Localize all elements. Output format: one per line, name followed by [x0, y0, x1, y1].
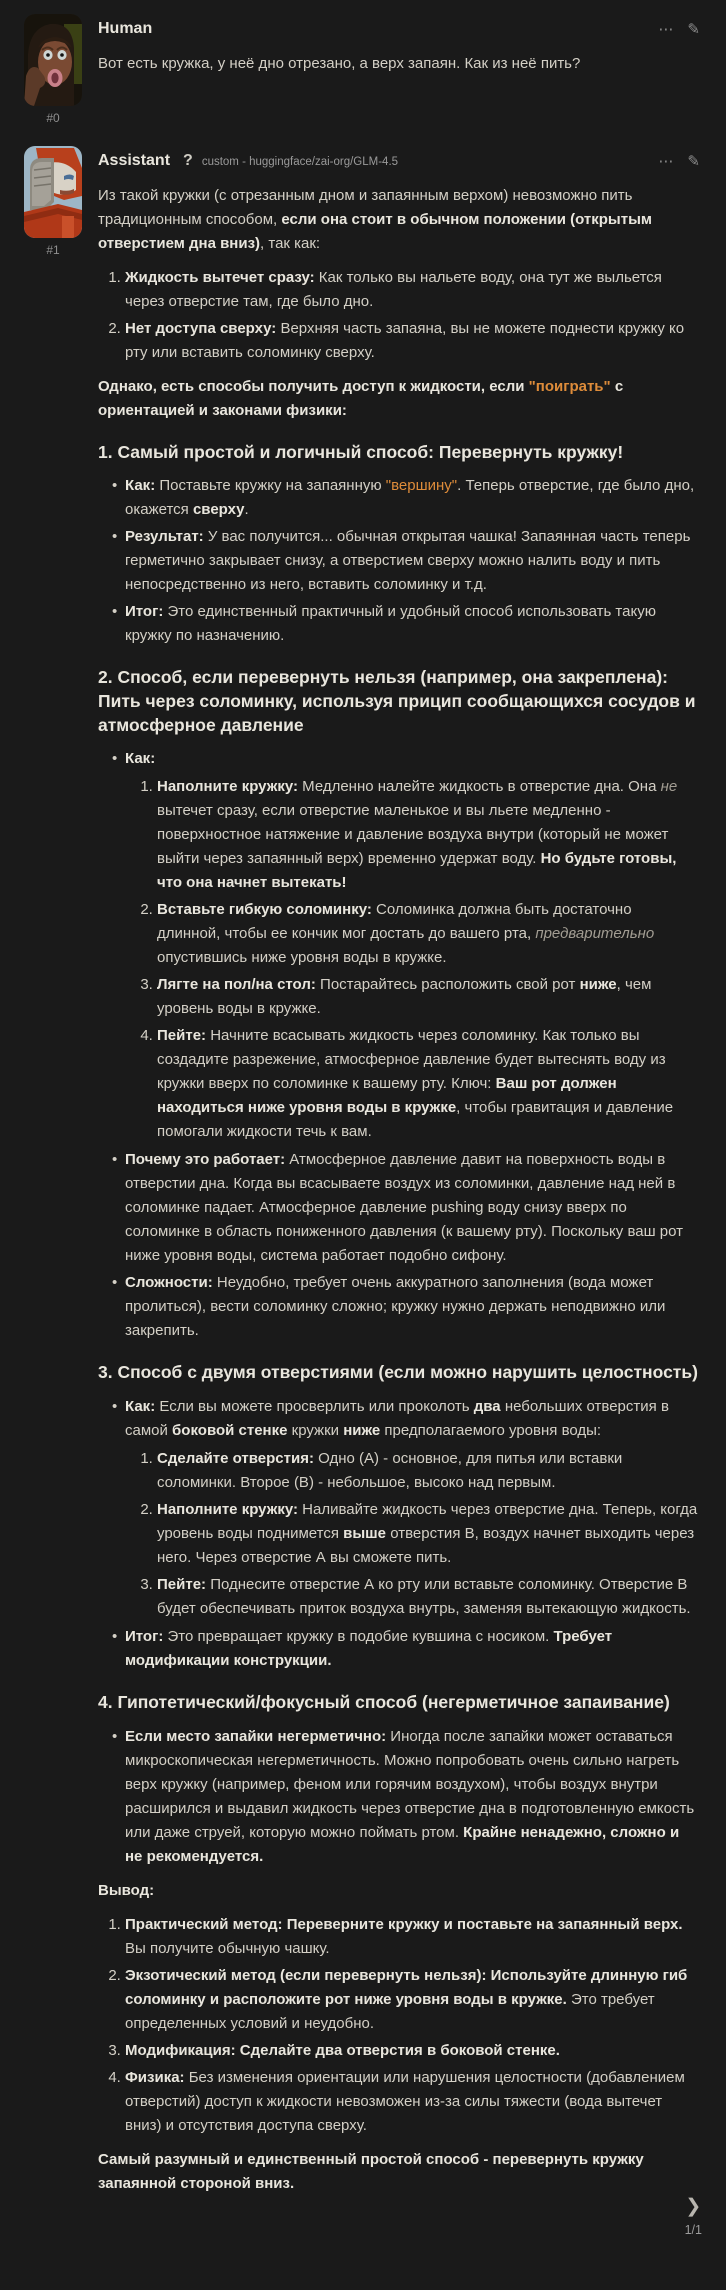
list-item: • Если место запайки негерметично: Иногда после запайки может оставаться микроскопическая негерметичность. Можно попробовать очень сильно нагреть верх кружку (например, феном или горячим воздухом), чтобы воздух внутри расширился и выдавил жидкость через отверстие дна в подготовленную емкость или даже струей, которую можно поймать ртом. Крайне ненадежно, сложно и не рекомендуется. [125, 1725, 698, 1869]
list-item: 1. Практический метод: Переверните кружку и поставьте на запаянный верх. Вы получите обычную чашку. [125, 1913, 698, 1961]
list-item: • Как: 1. Наполните кружку: Медленно налейте жидкость в отверстие дна. Она не вытечет сразу, если отверстие маленькое и вы льете медленно - поверхностное натяжение и давление воздуха внутри (который не может выйти через запаянный верх) временно удержат воду. Но будьте готовы, что она начнет вытекать! 2. Вставьте гибкую соломинку: Соломинка должна быть достаточно длинной, чтобы ее кончик мог достать до вашего рта, предварительно опустившись ниже уровня воды в кружке. 3. Лягте на пол/на стол: Постарайтесь расположить свой рот ниже, чем уровень воды в кружке. 4. Пейте: Начните всасывать жидкость через соломинку. Как только вы создадите разрежение, атмосферное давление будет вытеснять воду из кружки вверх по соломинке к вашему рту. Ключ: Ваш рот должен находиться ниже уровня воды в кружке, чтобы гравитация и давление помогали жидкости течь к вам. [125, 747, 698, 1144]
message-assistant [0, 132, 726, 2265]
bulleted-list [98, 1725, 698, 1869]
section-heading: 3. Способ с двумя отверстиями (если можно нарушить целостность) [98, 1362, 698, 1383]
list-item: 2. Экзотический метод (если перевернуть нельзя): Используйте длинную гиб соломинку и расположите рот ниже уровня воды в кружке. Это требует определенных условий и неудобно. [125, 1964, 698, 2036]
paragraph: Вывод: [98, 1881, 155, 1899]
chimp-avatar-image [24, 14, 82, 106]
bulleted-list [98, 747, 698, 1343]
list-item: • Почему это работает: Атмосферное давление давит на поверхность воды в отверстии дна. Когда вы всасываете воздух из соломинки, давление над ней в соломинке падает. Атмосферное давление pushing воду снизу вверх по соломинке в область пониженного давления (к вашему рту). Поскольку ваш рот ниже уровня воды, система работает подобно сифону. [125, 1148, 698, 1268]
quoted-text: "поиграть" [528, 377, 611, 395]
list-item: 2. Наполните кружку: Наливайте жидкость через отверстие дна. Теперь, когда уровень воды поднимется выше отверстия В, воздух начнет выходить через него. Через отверстие А вы сможете пить. [157, 1498, 698, 1570]
list-item: 3. Пейте: Поднесите отверстие А ко рту или вставьте соломинку. Отверстие В будет обеспечивать приток воздуха внутрь, заменяя вытекающую жидкость. [157, 1573, 698, 1621]
list-item: 3. Модификация: Сделайте два отверстия в боковой стенке. [125, 2039, 698, 2063]
author-name: Human [98, 20, 153, 37]
numbered-list [98, 266, 698, 365]
numbered-list [98, 1913, 698, 2138]
robot-avatar-image [24, 146, 82, 238]
list-item: 1. Наполните кружку: Медленно налейте жидкость в отверстие дна. Она не вытечет сразу, если отверстие маленькое и вы льете медленно - поверхностное натяжение и давление воздуха внутри (который не может выйти через запаянный верх) временно удержат воду. Но будьте готовы, что она начнет вытекать! [157, 775, 698, 895]
section-heading: 4. Гипотетический/фокусный способ (негерметичное запаивание) [98, 1691, 670, 1712]
section-heading: 2. Способ, если перевернуть нельзя (например, она закреплена): Пить через соломинку, используя прицип сообщающихся сосудов и атмосферное давление [98, 667, 696, 735]
message-options-icon[interactable]: ⋯ [658, 21, 675, 38]
edit-message-icon[interactable]: ✎ [687, 21, 700, 38]
list-item: • Сложности: Неудобно, требует очень аккуратного заполнения (вода может пролиться), вести соломинку сложно; кружку нужно держать неподвижно или закрепить. [125, 1271, 698, 1343]
model-name-label: custom - huggingface/zai-org/GLM-4.5 [201, 156, 399, 169]
human-avatar[interactable] [24, 14, 82, 106]
list-item: 3. Лягте на пол/на стол: Постарайтесь расположить свой рот ниже, чем уровень воды в кружке. [157, 973, 698, 1021]
list-item: 1. Сделайте отверстия: Одно (А) - основное, для питья или вставки соломинки. Второе (В) - небольшое, высоко над первым. [157, 1447, 698, 1495]
list-item: 1. Жидкость вытечет сразу: Как только вы нальете воду, она тут же выльется через отверстие там, где было дно. [125, 266, 698, 314]
swipe-right-icon[interactable]: ❯ [685, 2195, 702, 2217]
numbered-list [125, 775, 698, 1144]
bulleted-list [98, 474, 698, 648]
list-item: • Как: Поставьте кружку на запаянную "вершину". Теперь отверстие, где было дно, окажется сверху. [125, 474, 698, 522]
message-id-label: #1 [46, 243, 60, 258]
list-item: • Результат: У вас получится... обычная открытая чашка! Запаянная часть теперь герметично закрывает снизу, а отверстием сверху можно налить воду и пить непосредственно из него, вставить соломинку и т.д. [125, 525, 698, 597]
list-item: • Как: Если вы можете просверлить или проколоть два небольших отверстия в самой боковой стенке кружки ниже предполагаемого уровня воды: 1. Сделайте отверстия: Одно (А) - основное, для питья или вставки соломинки. Второе (В) - небольшое, высоко над первым. 2. Наполните кружку: Наливайте жидкость через отверстие дна. Теперь, когда уровень воды поднимется выше отверстия В, воздух начнет выходить через него. Через отверстие А вы сможете пить. 3. Пейте: Поднесите отверстие А ко рту или вставьте соломинку. Отверстие В будет обеспечивать приток воздуха внутрь, заменяя вытекающую жидкость. [125, 1395, 698, 1621]
quoted-text: "вершину" [385, 477, 458, 495]
message-human [0, 0, 726, 132]
numbered-list [125, 1447, 698, 1621]
human-message-text: Вот есть кружка, у неё дно отрезано, а верх запаян. Как из неё пить? [98, 54, 581, 72]
list-item: 2. Вставьте гибкую соломинку: Соломинка должна быть достаточно длинной, чтобы ее кончик мог достать до вашего рта, предварительно опустившись ниже уровня воды в кружке. [157, 898, 698, 970]
paragraph: Самый разумный и единственный простой способ - перевернуть кружку запаянной стороной вниз. [98, 2150, 644, 2192]
assistant-message-text [98, 184, 698, 2196]
assistant-avatar[interactable] [24, 146, 82, 238]
list-item: 2. Нет доступа сверху: Верхняя часть запаяна, вы не можете поднести кружку ко рту или вставить соломинку сверху. [125, 317, 698, 365]
list-item: • Итог: Это единственный практичный и удобный способ использовать такую кружку по назначению. [125, 600, 698, 648]
section-heading: 1. Самый простой и логичный способ: Перевернуть кружку! [98, 441, 624, 462]
edit-message-icon[interactable]: ✎ [687, 153, 700, 171]
list-item: 4. Пейте: Начните всасывать жидкость через соломинку. Как только вы создадите разрежение, атмосферное давление будет вытеснять воду из кружки вверх по соломинке к вашему рту. Ключ: Ваш рот должен находиться ниже уровня воды в кружке, чтобы гравитация и давление помогали жидкости течь к вам. [157, 1024, 698, 1144]
paragraph: Из такой кружки (с отрезанным дном и запаянным верхом) невозможно пить традиционным способом, если она стоит в обычном положении (открытым отверстием дна вниз), так как: [98, 186, 652, 252]
swipe-counter: 1/1 [684, 2222, 702, 2237]
message-options-icon[interactable]: ⋯ [658, 153, 675, 171]
bulleted-list [98, 1395, 698, 1673]
list-item: 4. Физика: Без изменения ориентации или нарушения целостности (добавлением отверстий) доступ к жидкости невозможен из-за силы тяжести (вода вытечет вниз) и отсутствия доступа сверху. [125, 2066, 698, 2138]
unknown-model-icon: ? [183, 152, 193, 170]
list-item: • Итог: Это превращает кружку в подобие кувшина с носиком. Требует модификации конструкции. [125, 1625, 698, 1673]
paragraph: Однако, есть способы получить доступ к жидкости, если "поиграть" с ориентацией и законами физики: [98, 377, 624, 419]
message-id-label: #0 [46, 111, 60, 125]
author-name: Assistant [98, 152, 171, 170]
